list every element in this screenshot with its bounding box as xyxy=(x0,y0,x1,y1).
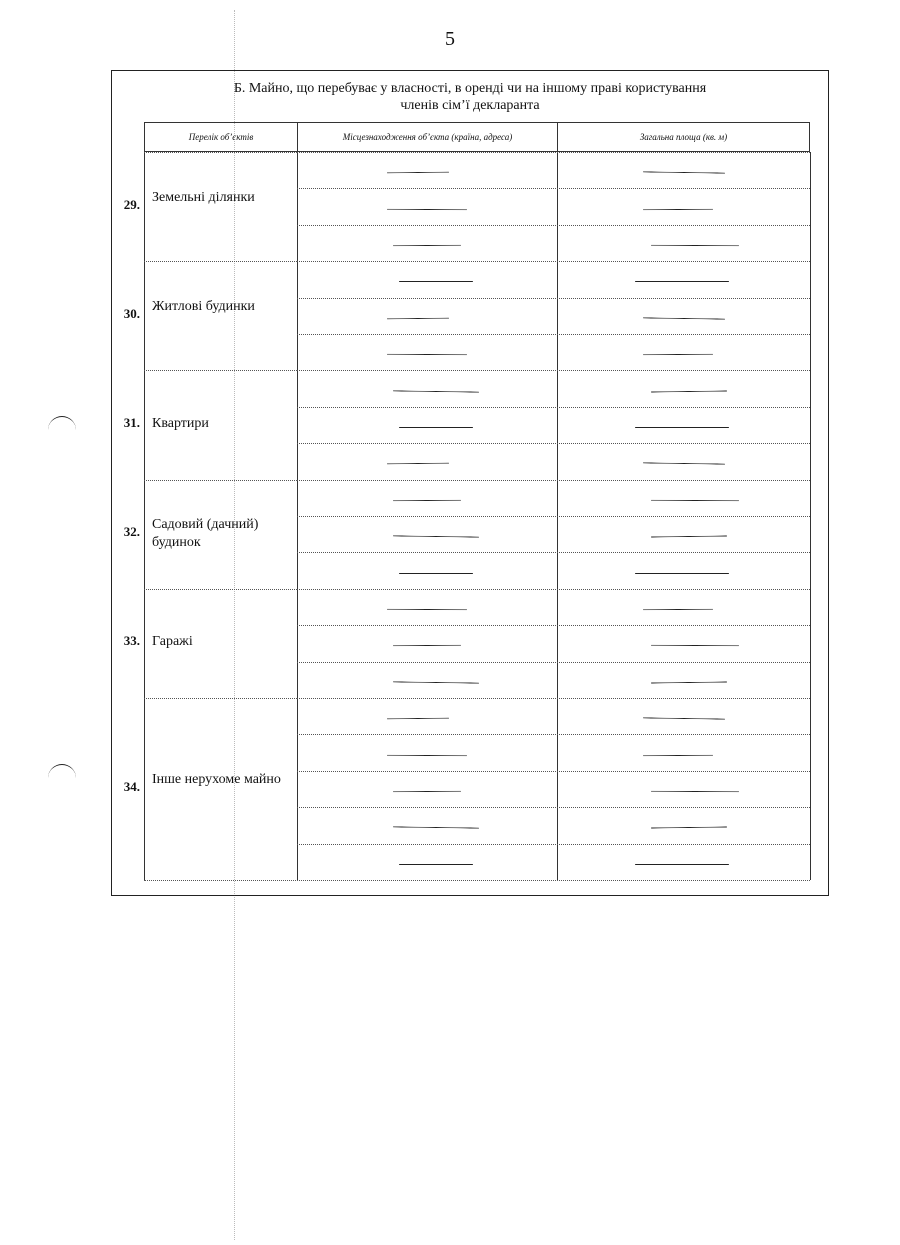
location-dash-mark xyxy=(399,427,473,428)
punch-hole-icon xyxy=(48,416,76,444)
row-label: Садовий (дачний) будинок xyxy=(152,517,259,551)
area-dash-mark xyxy=(643,754,713,755)
row-label: Гаражі xyxy=(152,634,193,650)
section-title-line-2: членів сім’ї декларанта xyxy=(400,98,540,113)
table-row xyxy=(297,298,810,299)
table-bottom-border xyxy=(144,880,810,881)
section-title-line-1: Б. Майно, що перебуває у власності, в оренді чи на іншому праві користування xyxy=(233,81,707,96)
table-row xyxy=(297,844,810,845)
header-location: Місцезнаходження об’єкта (країна, адреса) xyxy=(297,122,558,152)
row-number: 32. xyxy=(123,524,140,540)
page-number: 5 xyxy=(445,28,455,50)
area-dash-mark xyxy=(635,573,729,574)
group-separator xyxy=(144,589,297,590)
table-row xyxy=(297,625,810,626)
table-row xyxy=(297,516,810,517)
table-row xyxy=(297,552,810,553)
location-dash-mark xyxy=(387,208,467,210)
row-number: 34. xyxy=(123,779,140,794)
table-row xyxy=(297,807,810,808)
group-separator xyxy=(144,370,297,371)
header-object-list: Перелік об’єктів xyxy=(144,122,298,152)
table-row xyxy=(297,261,810,262)
group-separator xyxy=(144,152,297,153)
table-row xyxy=(297,698,810,699)
table-row xyxy=(297,480,810,481)
table-row xyxy=(297,225,810,226)
row-number: 29. xyxy=(123,196,140,212)
table-row xyxy=(297,188,810,189)
group-separator xyxy=(144,261,297,262)
section-title xyxy=(111,80,829,114)
table-row xyxy=(297,407,810,408)
row-label: Житлові будинки xyxy=(152,298,255,314)
table-row xyxy=(297,152,810,153)
row-number: 31. xyxy=(123,415,140,430)
location-dash-mark xyxy=(399,281,473,282)
table-row xyxy=(297,370,810,371)
location-dash-mark xyxy=(399,573,473,574)
row-number: 33. xyxy=(123,633,140,649)
row-label: Земельні ділянки xyxy=(152,189,255,205)
row-label: Інше нерухоме майно xyxy=(152,772,281,787)
area-dash-mark xyxy=(635,427,729,428)
location-dash-mark xyxy=(399,864,473,865)
area-dash-mark xyxy=(635,864,729,865)
row-label: Квартири xyxy=(152,416,209,431)
table-row xyxy=(297,443,810,444)
location-dash-mark xyxy=(393,500,461,501)
group-separator xyxy=(144,480,297,481)
header-area: Загальна площа (кв. м) xyxy=(557,122,810,152)
area-dash-mark xyxy=(643,208,713,209)
location-dash-mark xyxy=(387,754,467,756)
table-border-right xyxy=(810,152,811,880)
table-row xyxy=(297,334,810,335)
group-separator xyxy=(144,698,297,699)
area-dash-mark xyxy=(635,281,729,282)
punch-hole-icon xyxy=(48,764,76,792)
table-row xyxy=(297,589,810,590)
table-row xyxy=(297,771,810,772)
table-row xyxy=(297,734,810,735)
table-row xyxy=(297,662,810,663)
row-number: 30. xyxy=(123,305,140,321)
